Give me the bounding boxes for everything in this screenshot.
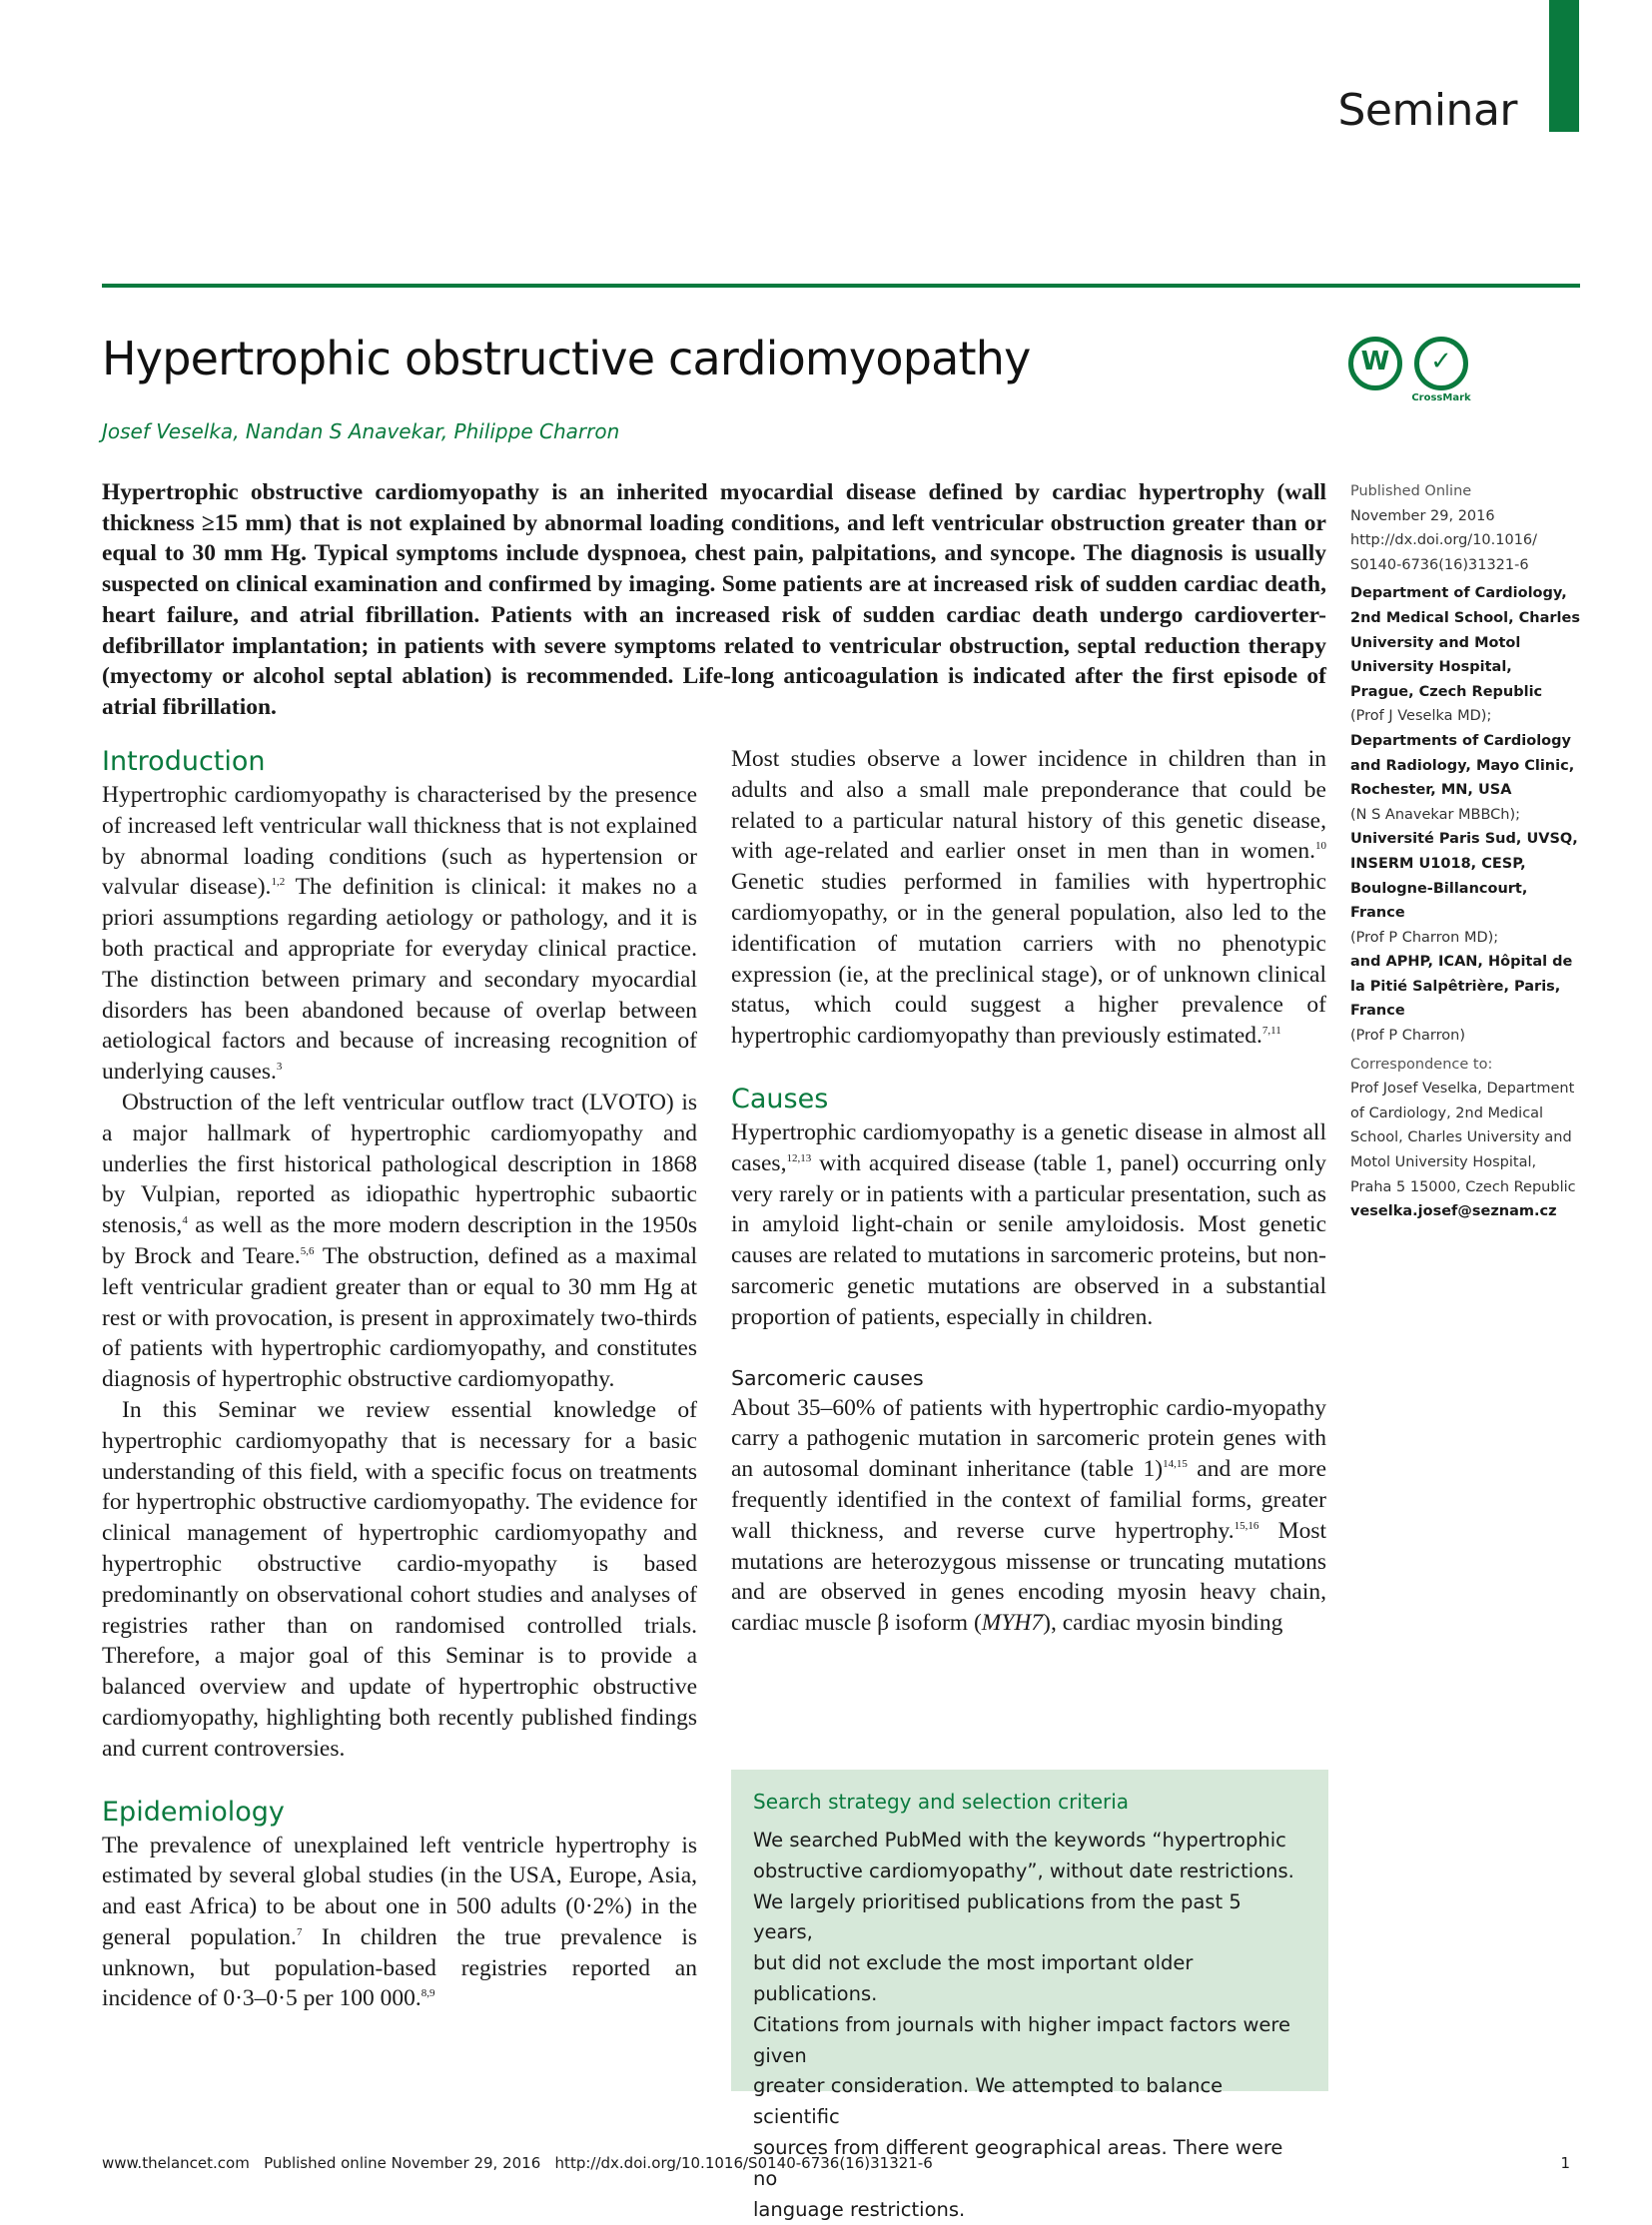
- doi-link[interactable]: S0140-6736(16)31321-6: [1350, 556, 1529, 573]
- section-label: Seminar: [1337, 85, 1517, 136]
- search-strategy-line: greater consideration. We attempted to balance scientific: [753, 2074, 1224, 2129]
- intro-paragraph-1: Hypertrophic cardiomyopathy is characterised by the presence of increased left ventricular wall thickness that is not explained by abnormal loading conditions (such as hypertension or valvular disease).$^{1,2}$ The definition is clinical: it makes no a priori assumptions regarding aetiology or pathology, and it is both practical and appropriate for everyday clinical practice. The distinction between primary and secondary myocardial disorders has been abandoned because of overlap between aetiological factors and because of increasing recognition of underlying causes.$^3$: [102, 782, 697, 1086]
- article-title: Hypertrophic obstructive cardiomyopathy: [102, 332, 1031, 385]
- abstract: Hypertrophic obstructive cardiomyopathy is an inherited myocardial disease defined by cardiac hypertrophy (wall thickness ≥15 mm) that is not explained by abnormal loading conditions, and left ventricular obstruction greater than or equal to 30 mm Hg. Typical symptoms include dyspnoea, chest pain, palpitations, and syncope. The diagnosis is usually suspected on clinical examination and confirmed by imaging. Some patients are at increased risk of sudden cardiac death, heart failure, and atrial fibrillation. Patients with an increased risk of sudden cardiac death undergo cardioverter-defibrillator implantation; in patients with severe symptoms related to ventricular obstruction, septal reduction therapy (myectomy or alcohol septal ablation) is recommended. Life-long anticoagulation is indicated after the first episode of atrial fibrillation.: [102, 479, 1326, 720]
- page-number: 1: [1560, 2154, 1570, 2172]
- heading-sarcomeric-causes: Sarcomeric causes: [731, 1365, 924, 1390]
- heading-causes: Causes: [731, 1083, 829, 1114]
- reference-marker[interactable]: 7,11: [1261, 1025, 1281, 1038]
- author-list: Josef Veselka, Nandan S Anavekar, Philippe Charron: [102, 419, 620, 443]
- affiliation-person: (Prof P Charron): [1350, 1028, 1465, 1045]
- affiliation-person: (Prof J Veselka MD);: [1350, 708, 1492, 725]
- reference-marker[interactable]: 12,13: [786, 1151, 812, 1164]
- reference-marker[interactable]: 14,15: [1163, 1458, 1188, 1471]
- intro-paragraph-2: Obstruction of the left ventricular outflow tract (LVOTO) is a major hallmark of hypertrophic cardiomyopathy and underlies the first historical pathological description in 1868 by Vulpian, reported as idiopathic hypertrophic subaortic stenosis,$^4$ as well as the more modern description in the 1950s by Brock and Teare.$^{5,6}$ The obstruction, defined as a maximal left ventricular gradient greater than or equal to 30 mm Hg at rest or with provocation, is present in approximately two-thirds of patients with hypertrophic cardiomyopathy, and constitutes diagnosis of hypertrophic obstructive cardiomyopathy.: [102, 1089, 697, 1393]
- reference-marker[interactable]: 15,16: [1234, 1519, 1259, 1532]
- section-color-tab: [1549, 0, 1579, 132]
- footer-citation: www.thelancet.com Published online November 29, 2016 http://dx.doi.org/10.1016/S0140-6736(16)31321-6: [102, 2154, 933, 2172]
- affiliation: and APHP, ICAN, Hôpital de la Pitié Salpêtrière, Paris, France: [1350, 954, 1573, 1020]
- badge-group: [1348, 337, 1471, 406]
- reference-marker[interactable]: 4: [182, 1214, 188, 1227]
- reference-marker[interactable]: 5,6: [300, 1245, 315, 1258]
- search-strategy-line: but did not exclude the most important older publications.: [753, 1951, 1194, 2005]
- page-footer: [102, 2154, 1580, 2172]
- heading-introduction: Introduction: [102, 746, 266, 777]
- reference-marker[interactable]: 10: [1315, 840, 1326, 853]
- correspondence-label: Correspondence to:: [1350, 1056, 1493, 1073]
- correspondence-address: Prof Josef Veselka, Department of Cardiology, 2nd Medical School, Charles University and Motol University Hospital, Praha 5 15000, Czech Republic: [1350, 1081, 1576, 1195]
- search-strategy-heading: Search strategy and selection criteria: [753, 1790, 1130, 1814]
- doi-link[interactable]: http://dx.doi.org/10.1016/: [1350, 532, 1538, 549]
- reference-marker[interactable]: 8,9: [420, 1987, 435, 2000]
- correspondence-email[interactable]: veselka.josef@seznam.cz: [1350, 1203, 1557, 1220]
- search-strategy-panel: [731, 1770, 1328, 2221]
- search-strategy-line: language restrictions.: [753, 2197, 966, 2221]
- reference-marker[interactable]: 1,2: [271, 876, 286, 889]
- search-strategy-line: We searched PubMed with the keywords “hypertrophic: [753, 1829, 1286, 1852]
- published-date: November 29, 2016: [1350, 507, 1495, 524]
- affiliation: Department of Cardiology, 2nd Medical School, Charles University and Motol University Hospital, Prague, Czech Republic: [1350, 585, 1580, 700]
- crossmark-caption: CrossMark: [1411, 392, 1471, 403]
- search-strategy-line: sources from different geographical areas. There were no: [753, 2135, 1283, 2190]
- affiliation-person: (N S Anavekar MBBCh);: [1350, 806, 1521, 823]
- gene-name: MYH7: [981, 1610, 1044, 1637]
- heading-epidemiology: Epidemiology: [102, 1796, 285, 1828]
- header-rule: [102, 284, 1580, 288]
- open-access-icon[interactable]: W: [1348, 337, 1402, 390]
- reference-marker[interactable]: 3: [276, 1061, 283, 1074]
- crossmark-icon[interactable]: ✓: [1414, 337, 1468, 390]
- causes-paragraph-1: Hypertrophic cardiomyopathy is a genetic disease in almost all cases,$^{12,13}$ with acquired disease (table 1, panel) occurring only very rarely or in patients with a particular presentation, such as in amyloid light-chain or senile amyloidosis. Most genetic causes are related to mutations in sarcomeric proteins, but non-sarcomeric genetic mutations are observed in a substantial proportion of patients, especially in children.: [731, 1118, 1326, 1330]
- margin-sidebar: [1350, 479, 1580, 1224]
- intro-paragraph-3: In this Seminar we review essential knowledge of hypertrophic cardiomyopathy that is necessary for a basic understanding of this field, with a specific focus on treatments for hypertrophic obstructive cardiomyopathy. The evidence for clinical management of hypertrophic cardiomyopathy and hypertrophic obstructive cardio-myopathy is based predominantly on observational cohort studies and analyses of registries rather than on randomised controlled trials. Therefore, a major goal of this Seminar is to provide a balanced overview and update of hypertrophic obstructive cardiomyopathy, highlighting both recently published findings and current controversies.: [102, 1396, 697, 1762]
- published-label: Published Online: [1350, 483, 1472, 499]
- affiliation: Université Paris Sud, UVSQ, INSERM U1018, CESP, Boulogne-Billancourt, France: [1350, 831, 1578, 922]
- reference-marker[interactable]: 7: [296, 1926, 303, 1939]
- search-strategy-line: obstructive cardiomyopathy”, without date restrictions.: [753, 1858, 1294, 1882]
- epidemiology-paragraph-1: The prevalence of unexplained left ventricle hypertrophy is estimated by several global studies (in the USA, Europe, Asia, and east Africa) to be about one in 500 adults (0·2%) in the general population.$^7$ In children the true prevalence is unknown, but population-based registries reported an incidence of 0·3–0·5 per 100 000.$^{8,9}$: [102, 1832, 698, 2012]
- affiliation-person: (Prof P Charron MD);: [1350, 929, 1499, 946]
- epidemiology-paragraph-2: Most studies observe a lower incidence in children than in adults and also a small male preponderance that could be related to a particular natural history of this genetic disease, with age-related and earlier onset in men than in women.$^{10}$ Genetic studies performed in families with hypertrophic cardiomyopathy, or in the general population, also led to the identification of mutation carriers with no phenotypic expression (ie, at the preclinical stage), or of unknown clinical status, which could suggest a higher prevalence of hypertrophic cardiomyopathy than previously estimated.$^{7,11}$: [731, 746, 1326, 1050]
- sarcomeric-paragraph-1: About 35–60% of patients with hypertrophic cardio-myopathy carry a pathogenic mutation in sarcomeric protein genes with an autosomal dominant inheritance (table 1)$^{14,15}$ and are more frequently identified in the context of familial forms, greater wall thickness, and reverse curve hypertrophy.$^{15,16}$ Most mutations are heterozygous missense or truncating mutations and are observed in genes encoding myosin heavy chain, cardiac muscle β isoform (MYH7), cardiac myosin binding: [731, 1394, 1326, 1637]
- affiliation: Departments of Cardiology and Radiology, Mayo Clinic, Rochester, MN, USA: [1350, 732, 1575, 799]
- column-left: [102, 744, 697, 2014]
- search-strategy-line: We largely prioritised publications from the past 5 years,: [753, 1889, 1241, 1944]
- column-right: [731, 744, 1326, 1639]
- search-strategy-line: Citations from journals with higher impact factors were given: [753, 2012, 1291, 2067]
